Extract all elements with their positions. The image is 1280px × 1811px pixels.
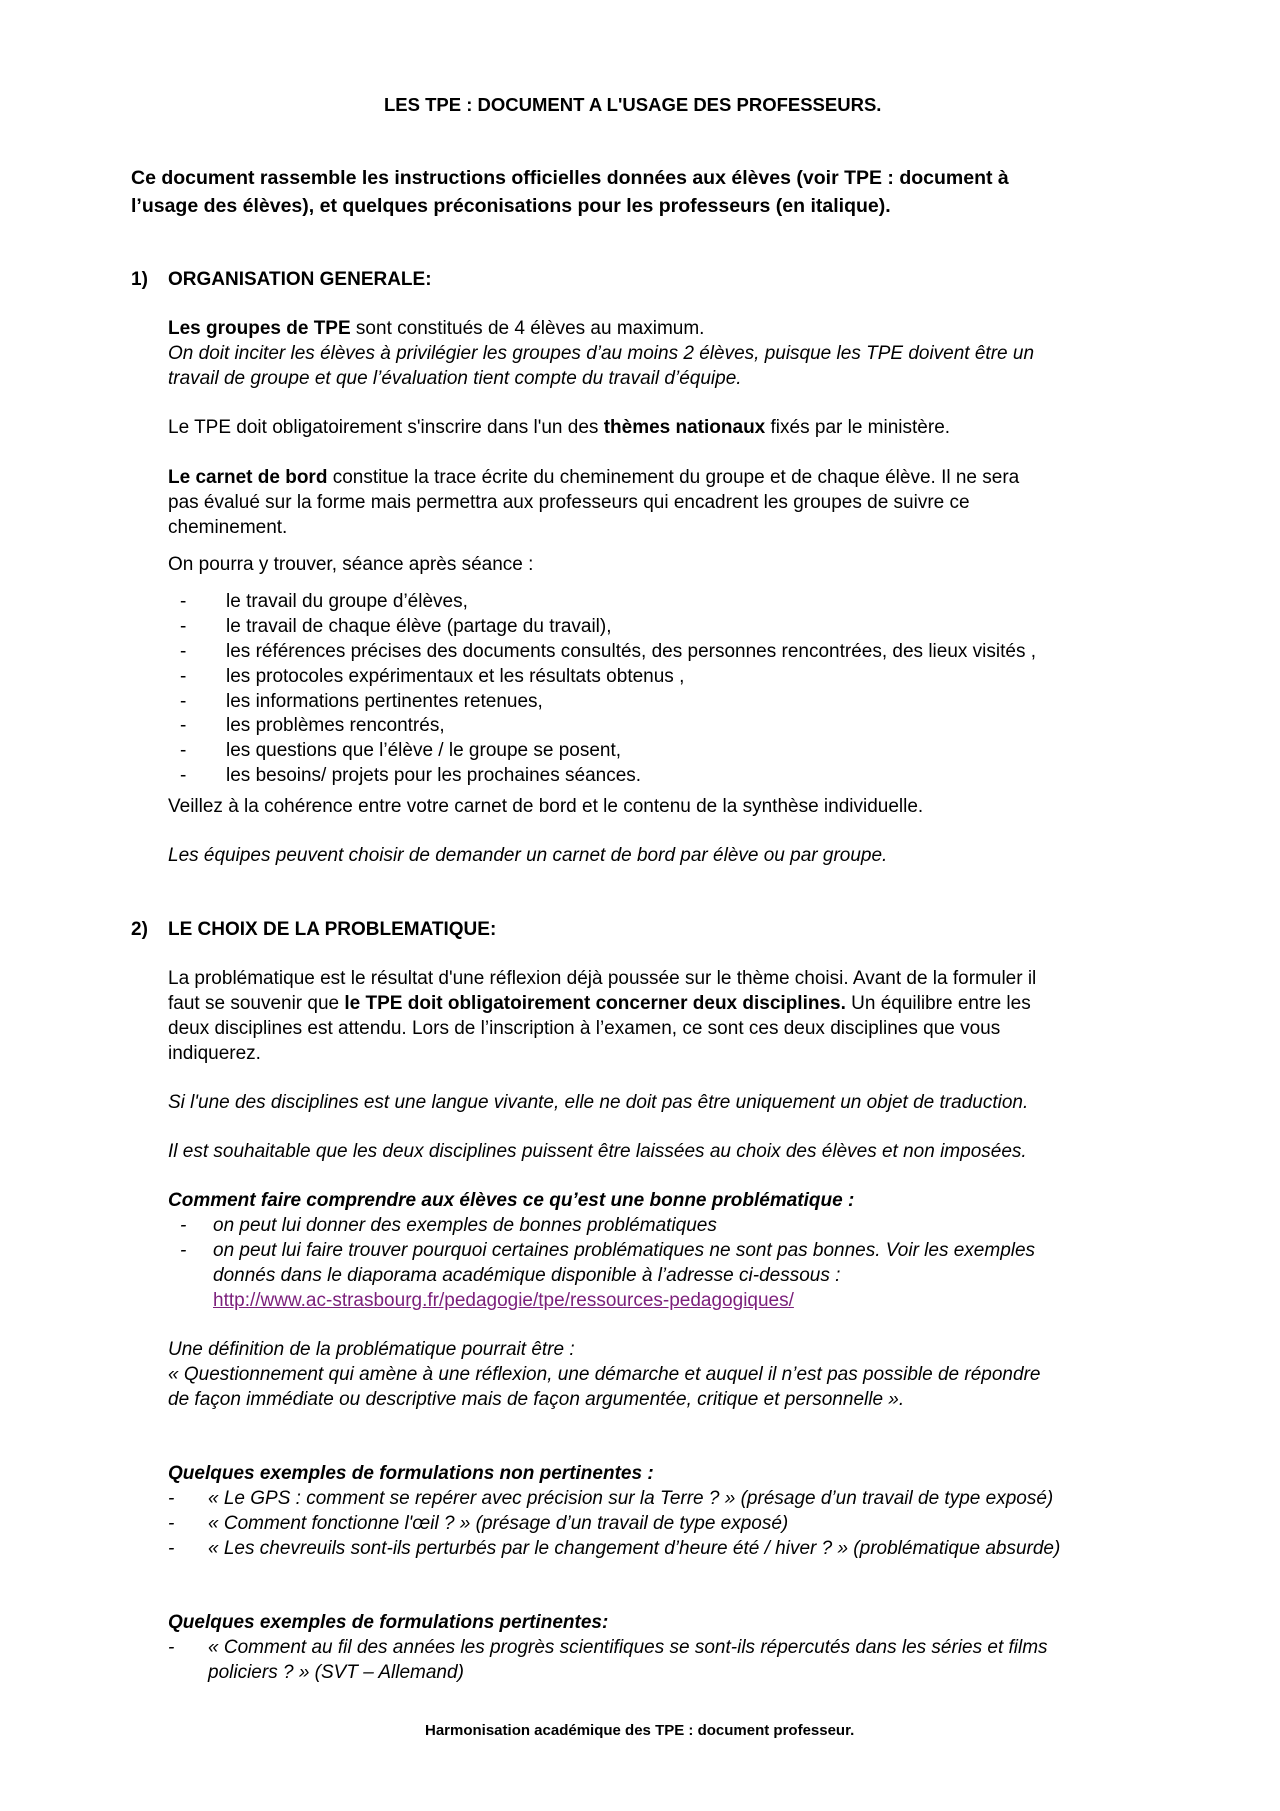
p1-line-1: La problématique est le résultat d'une réflexion déjà poussée sur le thème choisi. Avant de la formuler il	[168, 968, 1037, 989]
pertinentes-item-1a: « Comment au fil des années les progrès scientifiques se sont-ils répercutés dans les séries et films	[208, 1637, 1048, 1658]
section-2-heading: LE CHOIX DE LA PROBLEMATIQUE:	[168, 919, 497, 940]
p1-line-2: faut se souvenir que le TPE doit obligatoirement concerner deux disciplines. Un équilibre entre les	[168, 993, 1031, 1014]
non-pertinentes-item-2: « Comment fonctionne l'œil ? » (présage d’un travail de type exposé)	[208, 1513, 789, 1534]
groupes-bold: Les groupes de TPE	[168, 318, 351, 339]
pertinentes-heading: Quelques exemples de formulations pertinentes:	[168, 1612, 609, 1633]
langue-line: Si l'une des disciplines est une langue vivante, elle ne doit pas être uniquement un objet de traduction.	[168, 1092, 1029, 1113]
coherence-line: Veillez à la cohérence entre votre carnet de bord et le contenu de la synthèse individuelle.	[168, 796, 924, 817]
page-footer: Harmonisation académique des TPE : document professeur.	[425, 1722, 855, 1739]
theme-post: fixés par le ministère.	[765, 417, 951, 438]
equipes-line: Les équipes peuvent choisir de demander un carnet de bord par élève ou par groupe.	[168, 845, 888, 866]
pertinentes-dash-1: -	[168, 1637, 175, 1658]
trouver-line: On pourra y trouver, séance après séance :	[168, 554, 534, 575]
non-pertinentes-item-1: « Le GPS : comment se repérer avec précision sur la Terre ? » (présage d’un travail de type exposé)	[208, 1488, 1054, 1509]
groupes-text: sont constitués de 4 élèves au maximum.	[350, 318, 705, 339]
list-dash: -	[180, 615, 187, 637]
non-pertinentes-heading: Quelques exemples de formulations non pertinentes :	[168, 1463, 654, 1484]
definition-line-1: Une définition de la problématique pourrait être :	[168, 1339, 575, 1360]
list-dash: -	[180, 765, 187, 787]
definition-line-3: de façon immédiate ou descriptive mais de façon argumentée, critique et personnelle ».	[168, 1389, 905, 1410]
carnet-bold: Le carnet de bord	[168, 467, 328, 488]
groupes-paragraph	[168, 316, 704, 341]
theme-pre: Le TPE doit obligatoirement s'inscrire dans l'un des	[168, 417, 604, 438]
section-1-number: 1)	[131, 269, 148, 290]
comment-dash-1: -	[180, 1215, 187, 1236]
definition-line-2: « Questionnement qui amène à une réflexion, une démarche et auquel il n’est pas possible de répondre	[168, 1364, 1041, 1385]
section-1-heading: ORGANISATION GENERALE:	[168, 269, 432, 290]
carnet-line-3: cheminement.	[168, 517, 288, 538]
theme-bold: thèmes nationaux	[603, 417, 766, 438]
section-2-number: 2)	[131, 919, 148, 940]
p1-line-4: indiquerez.	[168, 1043, 261, 1064]
non-pertinentes-dash-2: -	[168, 1513, 175, 1534]
non-pertinentes-dash-1: -	[168, 1488, 175, 1509]
intro-line-1: Ce document rassemble les instructions officielles données aux élèves (voir TPE : document à	[131, 167, 1009, 189]
carnet-line-2: pas évalué sur la forme mais permettra aux professeurs qui encadrent les groupes de suivre ce	[168, 492, 970, 513]
groupes-italic-1: On doit inciter les élèves à privilégier les groupes d’au moins 2 élèves, puisque les TPE doivent être un	[168, 343, 1035, 364]
theme-paragraph	[168, 415, 950, 440]
p1-bold: le TPE doit obligatoirement concerner deux disciplines.	[344, 993, 846, 1014]
comment-item-1: on peut lui donner des exemples de bonnes problématiques	[213, 1215, 717, 1236]
list-dash: -	[180, 740, 187, 762]
carnet-text-1: constitue la trace écrite du cheminement du groupe et de chaque élève. Il ne sera	[327, 467, 1020, 488]
non-pertinentes-item-3: « Les chevreuils sont-ils perturbés par le changement d’heure été / hiver ? » (problématique absurde)	[208, 1538, 1061, 1559]
groupes-italic-2: travail de groupe et que l’évaluation tient compte du travail d’équipe.	[168, 368, 742, 389]
list-dash: -	[180, 715, 187, 737]
ressources-link[interactable]: http://www.ac-strasbourg.fr/pedagogie/tpe/ressources-pedagogiques/	[213, 1290, 794, 1311]
page-title: LES TPE : DOCUMENT A L'USAGE DES PROFESSEURS.	[384, 94, 882, 115]
list-dash: -	[180, 690, 187, 712]
souhaitable-line: Il est souhaitable que les deux disciplines puissent être laissées au choix des élèves et non imposées.	[168, 1141, 1027, 1162]
list-dash: -	[180, 591, 187, 612]
non-pertinentes-dash-3: -	[168, 1538, 175, 1559]
list-dash: -	[180, 665, 187, 687]
pertinentes-item-1b: policiers ? » (SVT – Allemand)	[208, 1662, 464, 1683]
comment-item-2a: on peut lui faire trouver pourquoi certaines problématiques ne sont pas bonnes. Voir les exemples	[213, 1240, 1036, 1261]
carnet-line-1	[168, 465, 1019, 490]
comment-item-2b: donnés dans le diaporama académique disponible à l’adresse ci-dessous :	[213, 1265, 841, 1286]
document-page: LES TPE : DOCUMENT A L'USAGE DES PROFESSEURS. Ce document rassemble les instructions officielles données aux élèves (voir TPE : document à l’usage des élèves), et quelques préconisations pour les professeurs (en italique). 1) ORGANISATION GENERALE: Les groupes de TPE sont constitués de 4 élèves au maximum. On doit inciter les élèves à privilégier les groupes d’au moins 2 élèves, puisque les TPE doivent être un travail de groupe et que l’évaluation tient compte du travail d’équipe. Le TPE doit obligatoirement s'inscrire dans l'un des thèmes nationaux fixés par le ministère. Le carnet de bord constitue la trace écrite du cheminement du groupe et de chaque élève. Il ne sera pas évalué sur la forme mais permettra aux professeurs qui encadrent les groupes de suivre ce cheminement. On pourra y trouver, séance après séance : - le travail du groupe d’élèves, - le travail de chaque élève (partage du travail), - les références précises des documents consultés, des personnes rencontrées, des lieux visités , - les protocoles expérimentaux et les résultats obtenus , - les informations pertinentes retenues, - les problèmes rencontrés, - les questions que l’élève / le groupe se posent, - les besoins/ projets pour les prochaines séances. Veillez à la cohérence entre votre carnet de bord et le contenu de la synthèse individuelle. Les équipes peuvent choisir de demander un carnet de bord par élève ou par groupe. 2) LE CHOIX DE LA PROBLEMATIQUE: La problématique est le résultat d'une réflexion déjà poussée sur le thème choisi. Avant de la formuler il faut se souvenir que le TPE doit obligatoirement concerner deux disciplines. Un équilibre entre les deux disciplines est attendu. Lors de l’inscription à l’examen, ce sont ces deux disciplines que vous indiquerez. Si l'une des disciplines est une langue vivante, elle ne doit pas être uniquement un objet de traduction. Il est souhaitable que les deux disciplines puissent être laissées au choix des élèves et non imposées. Comment faire comprendre aux élèves ce qu’est une bonne problématique : - on peut lui donner des exemples de bonnes problématiques - on peut lui faire trouver pourquoi certaines problématiques ne sont pas bonnes. Voir les exemples donnés dans le diaporama académique disponible à l’adresse ci-dessous : http://www.ac-strasbourg.fr/pedagogie/tpe/ressources-pedagogiques/ Une définition de la problématique pourrait être : « Questionnement qui amène à une réflexion, une démarche et auquel il n’est pas possible de répondre de façon immédiate ou descriptive mais de façon argumentée, critique et personnelle ». Quelques exemples de formulations non pertinentes : - « Le GPS : comment se repérer avec précision sur la Terre ? » (présage d’un travail de type exposé) - « Comment fonctionne l'œil ? » (présage d’un travail de type exposé) - « Les chevreuils sont-ils perturbés par le changement d’heure été / hiver ? » (problématique absurde) Quelques exemples de formulations pertinentes: - « Comment au fil des années les progrès scientifiques se sont-ils répercutés dans les séries et films policiers ? » (SVT – Allemand) Harmonisation académique des TPE : document professeur.	[0, 0, 1280, 1811]
comment-dash-2: -	[180, 1240, 187, 1261]
comment-heading: Comment faire comprendre aux élèves ce qu’est une bonne problématique :	[168, 1190, 855, 1211]
p1-line-3: deux disciplines est attendu. Lors de l’inscription à l’examen, ce sont ces deux disciplines que vous	[168, 1018, 1001, 1039]
list-dash: -	[180, 640, 187, 662]
intro-line-2: l’usage des élèves), et quelques préconisations pour les professeurs (en italique).	[131, 195, 891, 217]
